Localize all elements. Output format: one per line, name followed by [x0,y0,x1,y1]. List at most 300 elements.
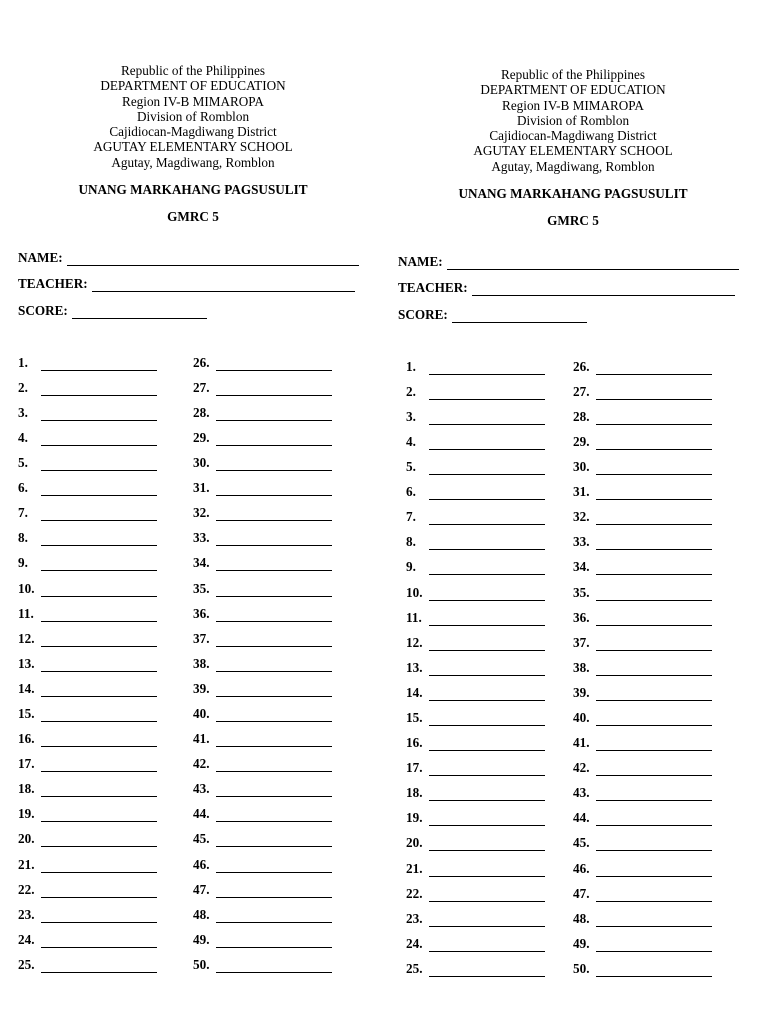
answer-blank-line[interactable] [596,788,712,801]
answer-row[interactable] [573,375,748,400]
teacher-field[interactable] [398,270,748,297]
answer-row[interactable] [18,847,193,872]
answer-row[interactable] [573,575,748,600]
answer-blank-line[interactable] [596,889,712,902]
answer-blank-line[interactable] [41,709,157,722]
exam-subject: GMRC 5 [167,209,219,225]
answer-number: 16. [18,731,35,747]
answer-row[interactable] [193,847,368,872]
answer-row[interactable] [573,601,748,626]
answer-blank-line[interactable] [596,562,712,575]
answer-blank-line[interactable] [41,358,157,371]
answer-row[interactable] [398,927,573,952]
answer-blank-line[interactable] [216,508,332,521]
answer-grid [18,346,368,973]
answer-blank-line[interactable] [41,910,157,923]
answer-blank-line[interactable] [216,584,332,597]
teacher-field[interactable] [18,266,368,293]
answer-blank-line[interactable] [41,885,157,898]
answer-blank-line[interactable] [429,864,545,877]
answer-number: 9. [18,555,28,571]
answer-row[interactable] [398,826,573,851]
answer-blank-line[interactable] [429,889,545,902]
exam-subject: GMRC 5 [547,213,599,229]
answer-row[interactable] [193,396,368,421]
answer-row[interactable] [193,446,368,471]
answer-row[interactable] [18,496,193,521]
answer-row[interactable] [18,722,193,747]
answer-row[interactable] [398,550,573,575]
answer-blank-line[interactable] [41,433,157,446]
answer-row[interactable] [398,400,573,425]
answer-blank-line[interactable] [429,537,545,550]
answer-row[interactable] [18,822,193,847]
answer-blank-line[interactable] [596,738,712,751]
answer-row[interactable] [18,873,193,898]
header-school: AGUTAY ELEMENTARY SCHOOL [473,143,673,159]
answer-blank-line[interactable] [596,763,712,776]
header-country: Republic of the Philippines [501,67,645,82]
answer-blank-line[interactable] [596,387,712,400]
answer-number: 5. [406,459,416,475]
school-header [398,67,748,174]
answer-blank-line[interactable] [216,935,332,948]
answer-row[interactable] [573,801,748,826]
answer-number: 14. [406,684,423,700]
score-blank-line[interactable] [452,310,587,323]
answer-row[interactable] [18,371,193,396]
answer-blank-line[interactable] [41,809,157,822]
teacher-blank-line[interactable] [92,279,355,292]
answer-blank-line[interactable] [216,709,332,722]
answer-blank-line[interactable] [216,960,332,973]
answer-row[interactable] [398,375,573,400]
name-field[interactable] [18,239,368,266]
answer-blank-line[interactable] [596,437,712,450]
answer-row[interactable] [193,571,368,596]
score-field[interactable] [18,292,368,319]
answer-blank-line[interactable] [429,964,545,977]
answer-number: 41. [573,735,590,751]
answer-number: 50. [573,960,590,976]
answer-row[interactable] [573,500,748,525]
answer-blank-line[interactable] [216,358,332,371]
answer-blank-line[interactable] [429,713,545,726]
answer-row[interactable] [193,421,368,446]
answer-number: 36. [193,605,210,621]
answer-blank-line[interactable] [41,784,157,797]
answer-blank-line[interactable] [41,734,157,747]
answer-blank-line[interactable] [596,939,712,952]
answer-number: 46. [573,860,590,876]
answer-blank-line[interactable] [429,562,545,575]
answer-number: 47. [573,885,590,901]
answer-row[interactable] [573,425,748,450]
answer-row[interactable] [18,647,193,672]
answer-number: 21. [18,856,35,872]
answer-blank-line[interactable] [41,483,157,496]
answer-row[interactable] [398,350,573,375]
answer-row[interactable] [398,776,573,801]
answer-row[interactable] [398,500,573,525]
answer-number: 44. [193,806,210,822]
answer-blank-line[interactable] [41,759,157,772]
answer-blank-line[interactable] [41,609,157,622]
answer-number: 2. [18,379,28,395]
answer-number: 20. [18,831,35,847]
answer-blank-line[interactable] [216,659,332,672]
answer-number: 43. [193,781,210,797]
answer-blank-line[interactable] [216,609,332,622]
answer-row[interactable] [398,902,573,927]
answer-number: 27. [573,383,590,399]
answer-row[interactable] [18,571,193,596]
answer-row[interactable] [193,346,368,371]
answer-number: 7. [18,505,28,521]
answer-row[interactable] [573,676,748,701]
answer-blank-line[interactable] [216,734,332,747]
answer-row[interactable] [573,826,748,851]
answer-row[interactable] [18,471,193,496]
answer-blank-line[interactable] [216,860,332,873]
answer-row[interactable] [398,952,573,977]
answer-blank-line[interactable] [216,634,332,647]
answer-row[interactable] [573,902,748,927]
answer-row[interactable] [573,626,748,651]
answer-row[interactable] [573,751,748,776]
answer-row[interactable] [193,797,368,822]
answer-row[interactable] [573,726,748,751]
answer-row[interactable] [398,877,573,902]
answer-number: 11. [406,609,422,625]
answer-number: 38. [193,655,210,671]
answer-number: 31. [573,484,590,500]
answer-number: 1. [18,354,28,370]
answer-blank-line[interactable] [429,487,545,500]
answer-row[interactable] [18,672,193,697]
answer-row[interactable] [398,726,573,751]
answer-blank-line[interactable] [216,784,332,797]
answer-row[interactable] [573,701,748,726]
answer-blank-line[interactable] [216,759,332,772]
answer-row[interactable] [193,546,368,571]
answer-row[interactable] [193,597,368,622]
answer-row[interactable] [573,927,748,952]
answer-row[interactable] [573,776,748,801]
answer-number: 24. [18,931,35,947]
answer-blank-line[interactable] [596,362,712,375]
answer-row[interactable] [398,525,573,550]
answer-blank-line[interactable] [41,860,157,873]
answer-number: 39. [193,680,210,696]
answer-row[interactable] [398,601,573,626]
answer-number: 1. [406,358,416,374]
answer-row[interactable] [18,421,193,446]
answer-number: 15. [406,709,423,725]
answer-blank-line[interactable] [429,763,545,776]
header-country: Republic of the Philippines [121,63,265,78]
answer-number: 33. [573,534,590,550]
answer-number: 49. [573,935,590,951]
answer-blank-line[interactable] [429,939,545,952]
answer-number: 38. [573,659,590,675]
answer-row[interactable] [193,697,368,722]
answer-number: 8. [18,530,28,546]
answer-blank-line[interactable] [41,533,157,546]
answer-row[interactable] [398,475,573,500]
answer-row[interactable] [398,626,573,651]
header-department: DEPARTMENT OF EDUCATION [480,82,666,98]
answer-blank-line[interactable] [429,588,545,601]
answer-blank-line[interactable] [596,588,712,601]
answer-blank-line[interactable] [216,458,332,471]
answer-row[interactable] [193,873,368,898]
answer-blank-line[interactable] [216,383,332,396]
answer-blank-line[interactable] [429,362,545,375]
answer-blank-line[interactable] [216,483,332,496]
answer-blank-line[interactable] [596,914,712,927]
answer-row[interactable] [18,697,193,722]
answer-number: 6. [406,484,416,500]
answer-row[interactable] [18,597,193,622]
answer-row[interactable] [573,525,748,550]
answer-blank-line[interactable] [216,684,332,697]
exam-title: UNANG MARKAHANG PAGSUSULIT [78,182,308,198]
answer-row[interactable] [193,672,368,697]
answer-number: 13. [406,659,423,675]
answer-number: 42. [573,760,590,776]
score-field[interactable] [398,296,748,323]
answer-row[interactable] [18,948,193,973]
answer-row[interactable] [193,822,368,847]
answer-row[interactable] [18,396,193,421]
answer-row[interactable] [18,622,193,647]
answer-blank-line[interactable] [429,437,545,450]
answer-blank-line[interactable] [429,412,545,425]
score-label: SCORE: [398,306,448,322]
answer-blank-line[interactable] [596,964,712,977]
answer-number: 18. [18,781,35,797]
name-field[interactable] [398,243,748,270]
answer-blank-line[interactable] [596,462,712,475]
answer-row[interactable] [573,550,748,575]
answer-blank-line[interactable] [596,638,712,651]
answer-column-1-25 [398,350,573,977]
answer-blank-line[interactable] [41,935,157,948]
answer-row[interactable] [398,751,573,776]
answer-blank-line[interactable] [429,638,545,651]
score-blank-line[interactable] [72,306,207,319]
answer-row[interactable] [398,450,573,475]
answer-blank-line[interactable] [596,537,712,550]
teacher-label: TEACHER: [18,276,88,292]
answer-blank-line[interactable] [429,788,545,801]
answer-number: 21. [406,860,423,876]
answer-row[interactable] [398,575,573,600]
answer-blank-line[interactable] [216,885,332,898]
answer-blank-line[interactable] [41,408,157,421]
answer-blank-line[interactable] [429,838,545,851]
answer-blank-line[interactable] [596,813,712,826]
answer-blank-line[interactable] [596,487,712,500]
answer-blank-line[interactable] [596,613,712,626]
answer-blank-line[interactable] [429,462,545,475]
answer-blank-line[interactable] [429,512,545,525]
answer-number: 43. [573,785,590,801]
name-blank-line[interactable] [447,257,739,270]
answer-number: 46. [193,856,210,872]
answer-number: 42. [193,756,210,772]
answer-row[interactable] [18,521,193,546]
answer-row[interactable] [193,471,368,496]
answer-blank-line[interactable] [216,834,332,847]
answer-row[interactable] [193,371,368,396]
answer-row[interactable] [193,898,368,923]
answer-blank-line[interactable] [429,914,545,927]
answer-number: 23. [18,906,35,922]
answer-number: 22. [406,885,423,901]
teacher-label: TEACHER: [398,280,468,296]
student-info-fields [18,239,368,319]
exam-title: UNANG MARKAHANG PAGSUSULIT [458,186,688,202]
answer-row[interactable] [398,701,573,726]
answer-blank-line[interactable] [596,864,712,877]
answer-number: 33. [193,530,210,546]
answer-number: 5. [18,455,28,471]
answer-row[interactable] [193,722,368,747]
answer-number: 4. [406,433,416,449]
answer-blank-line[interactable] [429,613,545,626]
answer-blank-line[interactable] [429,813,545,826]
answer-blank-line[interactable] [41,558,157,571]
answer-number: 24. [406,935,423,951]
answer-blank-line[interactable] [596,663,712,676]
header-district: Cajidiocan-Magdiwang District [109,124,277,140]
answer-blank-line[interactable] [596,838,712,851]
answer-number: 15. [18,705,35,721]
answer-blank-line[interactable] [41,834,157,847]
answer-row[interactable] [398,651,573,676]
answer-blank-line[interactable] [216,533,332,546]
answer-number: 12. [18,630,35,646]
answer-row[interactable] [573,651,748,676]
answer-row[interactable] [193,622,368,647]
answer-blank-line[interactable] [216,558,332,571]
answer-blank-line[interactable] [41,508,157,521]
answer-column-26-50 [193,346,368,973]
answer-number: 30. [193,455,210,471]
answer-row[interactable] [18,923,193,948]
answer-blank-line[interactable] [429,663,545,676]
answer-sheet-right [398,67,748,977]
answer-blank-line[interactable] [41,659,157,672]
answer-number: 47. [193,881,210,897]
answer-blank-line[interactable] [41,684,157,697]
answer-number: 16. [406,735,423,751]
answer-number: 25. [406,960,423,976]
answer-row[interactable] [193,948,368,973]
answer-row[interactable] [573,877,748,902]
answer-blank-line[interactable] [596,412,712,425]
answer-row[interactable] [573,475,748,500]
answer-blank-line[interactable] [41,383,157,396]
name-blank-line[interactable] [67,253,359,266]
answer-row[interactable] [18,898,193,923]
answer-grid [398,350,748,977]
answer-row[interactable] [193,772,368,797]
answer-row[interactable] [18,797,193,822]
answer-blank-line[interactable] [429,738,545,751]
answer-number: 17. [18,756,35,772]
answer-row[interactable] [573,952,748,977]
answer-number: 26. [573,358,590,374]
answer-row[interactable] [398,425,573,450]
answer-blank-line[interactable] [216,433,332,446]
answer-number: 26. [193,354,210,370]
answer-number: 18. [406,785,423,801]
answer-row[interactable] [18,546,193,571]
answer-blank-line[interactable] [41,584,157,597]
answer-number: 45. [193,831,210,847]
answer-blank-line[interactable] [41,634,157,647]
answer-row[interactable] [573,450,748,475]
answer-blank-line[interactable] [596,688,712,701]
answer-number: 6. [18,480,28,496]
answer-row[interactable] [573,851,748,876]
answer-number: 30. [573,459,590,475]
answer-number: 40. [573,709,590,725]
answer-row[interactable] [398,676,573,701]
answer-row[interactable] [193,647,368,672]
answer-row[interactable] [398,851,573,876]
answer-number: 13. [18,655,35,671]
answer-blank-line[interactable] [596,512,712,525]
answer-blank-line[interactable] [41,458,157,471]
answer-number: 12. [406,634,423,650]
answer-blank-line[interactable] [596,713,712,726]
answer-number: 36. [573,609,590,625]
answer-row[interactable] [18,747,193,772]
answer-row[interactable] [573,400,748,425]
answer-row[interactable] [18,346,193,371]
header-division: Division of Romblon [136,108,250,124]
answer-number: 37. [573,634,590,650]
teacher-blank-line[interactable] [472,283,735,296]
answer-row[interactable] [193,496,368,521]
answer-number: 10. [406,584,423,600]
answer-blank-line[interactable] [216,910,332,923]
score-label: SCORE: [18,302,68,318]
answer-row[interactable] [193,521,368,546]
answer-number: 2. [406,383,416,399]
answer-number: 23. [406,910,423,926]
answer-blank-line[interactable] [216,408,332,421]
answer-number: 31. [193,480,210,496]
header-region: Region IV-B MIMAROPA [122,93,264,109]
answer-row[interactable] [193,923,368,948]
answer-row[interactable] [193,747,368,772]
answer-row[interactable] [398,801,573,826]
answer-number: 20. [406,835,423,851]
answer-number: 41. [193,731,210,747]
answer-blank-line[interactable] [429,688,545,701]
answer-blank-line[interactable] [41,960,157,973]
answer-blank-line[interactable] [216,809,332,822]
answer-row[interactable] [573,350,748,375]
answer-row[interactable] [18,446,193,471]
answer-row[interactable] [18,772,193,797]
answer-blank-line[interactable] [429,387,545,400]
